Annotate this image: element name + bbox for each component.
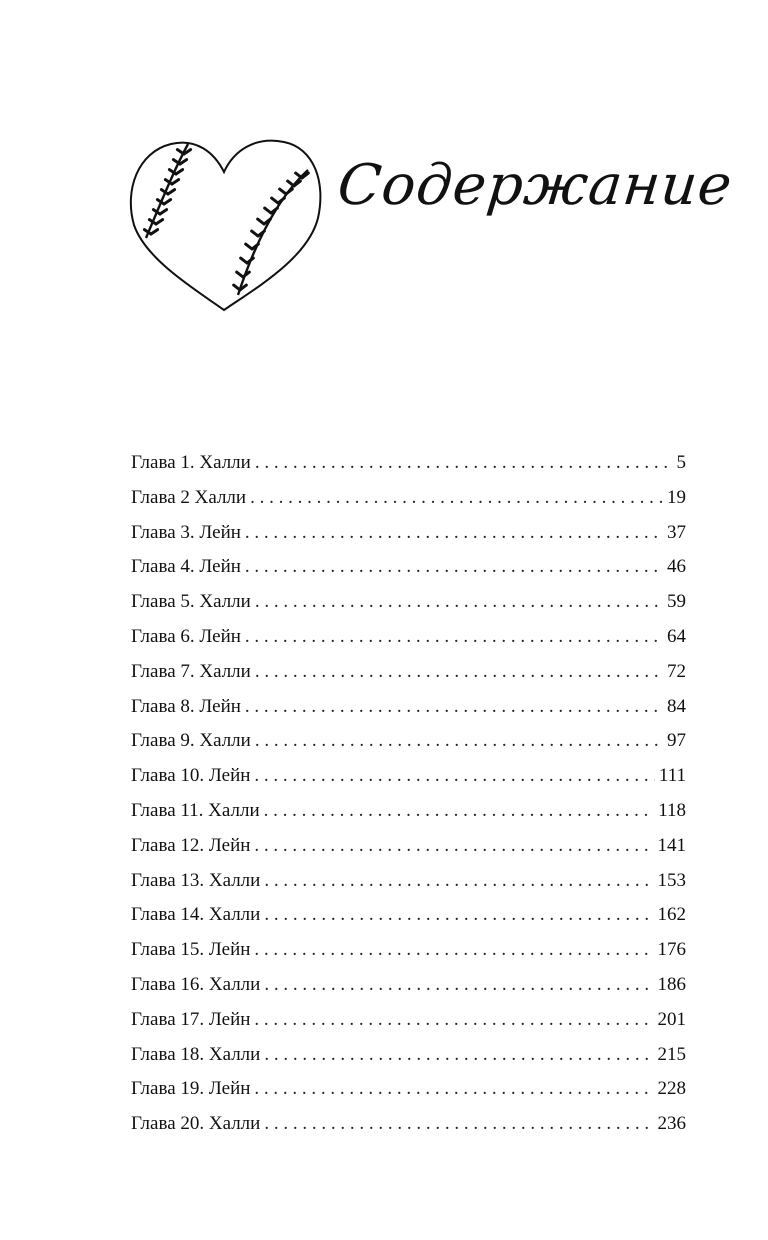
toc-entry (131, 446, 686, 481)
toc-entry-label: Глава 6. Лейн (131, 625, 241, 647)
toc-entry-label: Глава 17. Лейн (131, 1008, 251, 1030)
toc-leader-dots (245, 620, 663, 655)
toc-entry-label: Глава 15. Лейн (131, 939, 251, 961)
toc-entry-label: Глава 12. Лейн (131, 834, 251, 856)
baseball-heart-icon (126, 130, 326, 320)
toc-entry-page: 97 (667, 730, 686, 752)
toc-entry (131, 829, 686, 864)
toc-entry-page: 72 (667, 660, 686, 682)
toc-leader-dots (254, 759, 655, 794)
contents-heading (126, 130, 736, 320)
toc-leader-dots (255, 446, 673, 481)
toc-entry-label: Глава 8. Лейн (131, 695, 241, 717)
toc-entry-page: 118 (658, 799, 686, 821)
toc-entry-page: 141 (657, 834, 686, 856)
toc-entry-label: Глава 19. Лейн (131, 1078, 251, 1100)
toc-entry-label: Глава 20. Халли (131, 1113, 261, 1135)
toc-leader-dots (254, 1072, 653, 1107)
toc-leader-dots (255, 655, 663, 690)
toc-entry-label: Глава 18. Халли (131, 1043, 261, 1065)
toc-entry (131, 968, 686, 1003)
toc-entry-page: 215 (657, 1043, 686, 1065)
toc-leader-dots (255, 724, 663, 759)
toc-entry (131, 864, 686, 899)
toc-entry (131, 481, 686, 516)
toc-entry-page: 59 (667, 591, 686, 613)
toc-entry-label: Глава 5. Халли (131, 591, 251, 613)
toc-entry-label: Глава 3. Лейн (131, 521, 241, 543)
toc-leader-dots (254, 1003, 653, 1038)
toc-entry-page: 37 (667, 521, 686, 543)
toc-leader-dots (245, 690, 663, 725)
toc-entry (131, 620, 686, 655)
toc-leader-dots (245, 550, 663, 585)
toc-entry (131, 724, 686, 759)
toc-entry-page: 236 (657, 1113, 686, 1135)
toc-entry-page: 162 (657, 904, 686, 926)
toc-entry-label: Глава 1. Халли (131, 452, 251, 473)
toc-leader-dots (264, 1107, 653, 1142)
toc-entry-label: Глава 2 Халли (131, 486, 247, 508)
toc-entry (131, 655, 686, 690)
toc-entry (131, 1003, 686, 1038)
toc-entry (131, 933, 686, 968)
toc-entry-page: 84 (667, 695, 686, 717)
toc-entry (131, 690, 686, 725)
toc-leader-dots (255, 585, 663, 620)
toc-entry-label: Глава 14. Халли (131, 904, 261, 926)
toc-entry (131, 1072, 686, 1107)
toc-entry-page: 5 (676, 452, 686, 473)
toc-leader-dots (250, 481, 663, 516)
toc-leader-dots (254, 933, 653, 968)
toc-entry (131, 1038, 686, 1073)
toc-entry-page: 19 (667, 486, 686, 508)
toc-entry-label: Глава 10. Лейн (131, 765, 251, 787)
toc-entry-page: 176 (657, 939, 686, 961)
toc-entry-label: Глава 11. Халли (131, 799, 260, 821)
toc-entry (131, 516, 686, 551)
toc-entry-label: Глава 16. Халли (131, 973, 261, 995)
page-title: Содержание (334, 153, 736, 218)
toc-entry-page: 64 (667, 625, 686, 647)
toc-entry-page: 153 (657, 869, 686, 891)
toc-leader-dots (254, 829, 653, 864)
toc-entry (131, 1107, 686, 1142)
toc-entry-label: Глава 9. Халли (131, 730, 251, 752)
toc-leader-dots (264, 1038, 653, 1073)
toc-entry-label: Глава 7. Халли (131, 660, 251, 682)
toc-entry-page: 46 (667, 556, 686, 578)
toc-entry-page: 186 (657, 973, 686, 995)
toc-leader-dots (264, 864, 653, 899)
toc-entry (131, 898, 686, 933)
toc-leader-dots (264, 898, 653, 933)
toc-entry-page: 111 (658, 765, 686, 787)
table-of-contents (131, 446, 686, 1142)
toc-entry (131, 794, 686, 829)
toc-entry (131, 585, 686, 620)
toc-entry-page: 228 (657, 1078, 686, 1100)
toc-entry (131, 759, 686, 794)
toc-entry-page: 201 (657, 1008, 686, 1030)
toc-entry-label: Глава 13. Халли (131, 869, 261, 891)
toc-leader-dots (264, 794, 655, 829)
toc-leader-dots (264, 968, 653, 1003)
toc-entry-label: Глава 4. Лейн (131, 556, 241, 578)
toc-entry (131, 550, 686, 585)
toc-leader-dots (245, 516, 663, 551)
